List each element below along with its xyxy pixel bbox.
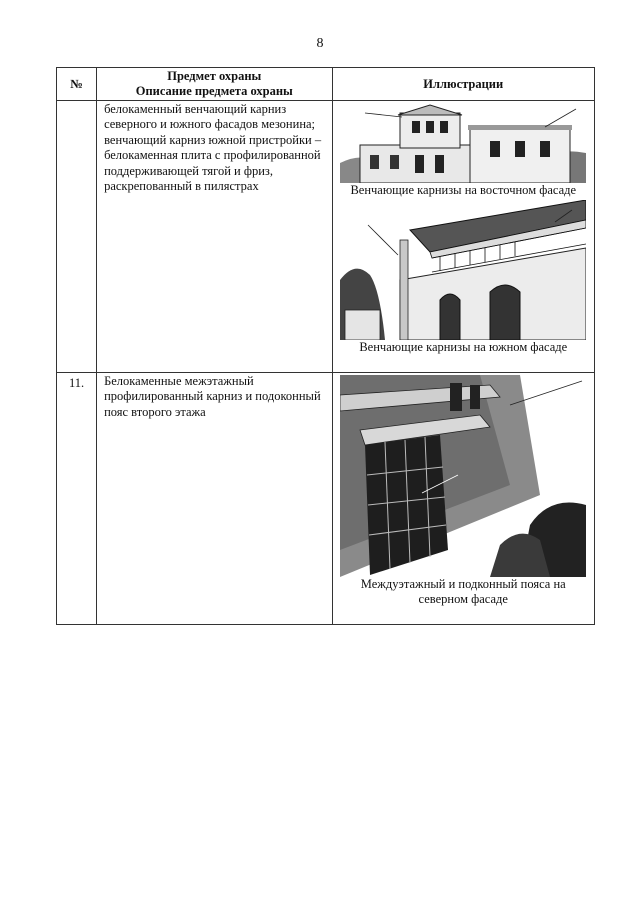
row-description [97,101,332,373]
row-illustrations [332,373,595,625]
description-line: северного и южного фасадов мезонина; [104,117,316,132]
header-illustrations: Иллюстрации [332,68,595,101]
description-line: белокаменный венчающий карниз [104,102,287,116]
photo-north-facade [340,375,586,577]
row-number: 11. [57,373,97,625]
table-header-row [57,68,595,101]
table-row [57,101,595,373]
photo-caption: Венчающие карнизы на восточном фасаде [350,183,577,197]
description-line: раскрепованный в пилястрах [104,179,259,194]
page-number: 8 [316,36,324,51]
photo-caption: Венчающие карнизы на южном фасаде [359,340,568,354]
row-illustrations [332,101,595,373]
photo-caption: северном фасаде [418,592,508,606]
description-line: поддерживающей тягой и фриз, [104,163,273,178]
row-number [57,101,97,373]
table-row [57,373,595,625]
description-line: пояс второго этажа [104,404,206,419]
protection-table [56,67,595,625]
header-number: № [57,68,97,101]
header-subject-line2: Описание предмета охраны [135,84,293,98]
photo-south-facade [340,200,586,340]
description-line: Белокаменные межэтажный [104,374,254,388]
row-description [97,373,332,625]
photo-caption: Междуэтажный и подконный пояса на [360,577,566,591]
photo-east-facade [340,103,586,183]
description-line: белокаменная плита с профилированной [104,148,321,163]
header-subject-line1: Предмет охраны [167,69,262,83]
header-subject [97,68,332,101]
description-line: венчающий карниз южной пристройки – [104,132,322,147]
description-line: профилированный карниз и подоконный [104,389,321,404]
